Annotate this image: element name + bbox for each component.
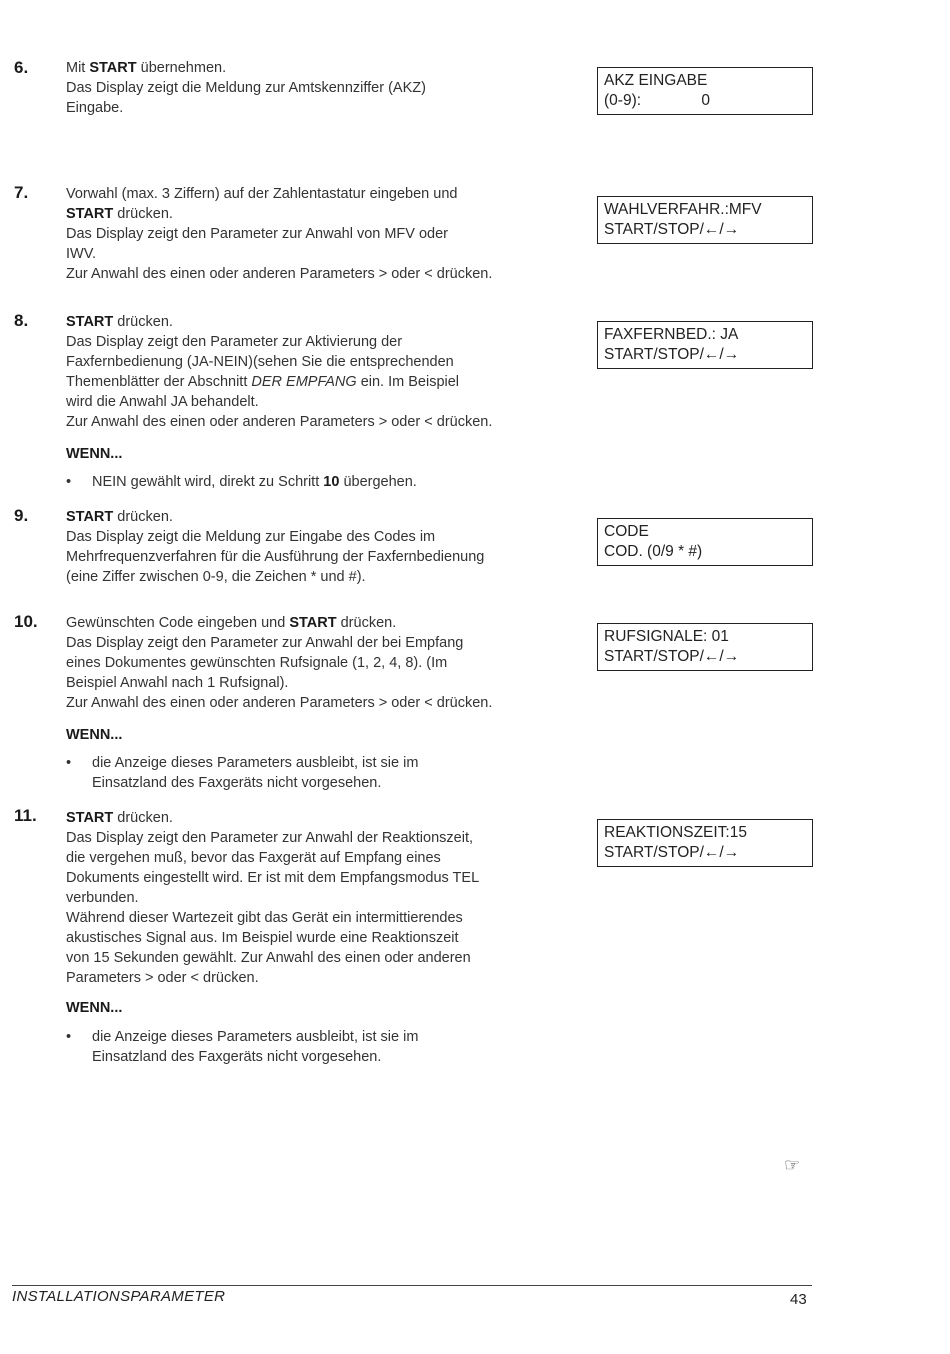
lcd-display-rufsignale [597,623,813,671]
lcd-row-1: AKZ EINGABE [604,72,708,89]
step-9-text [66,507,556,587]
text-line: akustisches Signal aus. Im Beispiel wurde eine Reaktionszeit [66,930,459,946]
text-line: wird die Anwahl JA behandelt. [66,394,259,410]
text: übernehmen. [136,60,227,76]
start-key-label: START [66,810,114,826]
wenn-heading: WENN... [66,1000,123,1016]
text-line: Parameters > oder < drücken. [66,970,259,986]
lcd-row-2: START/STOP/←/→ [604,844,740,861]
section-title: INSTALLATIONSPARAMETER [12,1288,226,1305]
text-line: Das Display zeigt den Parameter zur Anwahl der Reaktionszeit, [66,830,473,846]
text-line: IWV. [66,246,97,262]
text-line: Vorwahl (max. 3 Ziffern) auf der Zahlentastatur eingeben und [66,186,458,202]
text: drücken. [336,615,397,631]
text-line: Das Display zeigt den Parameter zur Anwahl von MFV oder [66,226,449,242]
text: drücken. [113,810,173,826]
bullet-item [66,1027,556,1067]
text-line: Zur Anwahl des einen oder anderen Parameters > oder < drücken. [66,695,493,711]
step-6-text [66,58,556,118]
text-line: die Anzeige dieses Parameters ausbleibt, ist sie im [92,1029,419,1045]
step-10-text [66,613,556,713]
step-number: 9. [14,506,29,525]
lcd-row-1: RUFSIGNALE: 01 [604,628,729,645]
lcd-row-1: WAHLVERFAHR.:MFV [604,201,762,218]
bullet-icon: • [66,474,72,490]
step-number: 11. [14,806,37,825]
step-number: 10. [14,612,38,631]
text-line: die vergehen muß, bevor das Faxgerät auf Empfang eines [66,850,441,866]
text: ein. Im Beispiel [356,374,460,390]
text-line: Das Display zeigt die Meldung zur Eingabe des Codes im [66,529,436,545]
section-reference: DER EMPFANG [251,374,357,390]
text: Mit [66,60,90,76]
text-line: Dokuments eingestellt wird. Er ist mit dem Empfangsmodus TEL [66,870,480,886]
text: übergehen. [339,474,417,490]
lcd-row-2: START/STOP/←/→ [604,346,740,363]
lcd-display-wahlverfahren [597,196,813,244]
lcd-row-2: START/STOP/←/→ [604,221,740,238]
text-line: Das Display zeigt den Parameter zur Aktivierung der [66,334,403,350]
text-line: Einsatzland des Faxgeräts nicht vorgesehen. [92,1049,382,1065]
step-number: 8. [14,311,29,330]
lcd-display-reaktionszeit [597,819,813,867]
text: Gewünschten Code eingeben und [66,615,290,631]
start-key-label: START [66,509,114,525]
footer-divider [12,1285,812,1286]
bullet-icon: • [66,1029,72,1045]
step-reference: 10 [323,474,340,490]
text-line: Faxfernbedienung (JA-NEIN)(sehen Sie die entsprechenden [66,354,454,370]
lcd-display-akz [597,67,813,115]
text-line: Das Display zeigt die Meldung zur Amtskennziffer (AKZ) [66,80,426,96]
step-number: 6. [14,58,29,77]
start-key-label: START [289,615,337,631]
text: drücken. [113,509,173,525]
text-line: Beispiel Anwahl nach 1 Rufsignal). [66,675,289,691]
text-line: Das Display zeigt den Parameter zur Anwahl der bei Empfang [66,635,464,651]
lcd-row-2: START/STOP/←/→ [604,648,740,665]
text: drücken. [113,314,173,330]
start-key-label: START [89,60,137,76]
lcd-row-2: (0-9): 0 [604,92,710,109]
step-11-text [66,808,556,988]
step-8-text [66,312,556,432]
wenn-heading: WENN... [66,727,123,743]
wenn-heading: WENN... [66,446,123,462]
text-line: Zur Anwahl des einen oder anderen Parameters > oder < drücken. [66,414,493,430]
page-number: 43 [790,1291,807,1308]
text-line: Zur Anwahl des einen oder anderen Parameters > oder < drücken. [66,266,493,282]
bullet-item [66,472,556,492]
text-line: (eine Ziffer zwischen 0-9, die Zeichen * und #). [66,569,366,585]
text-line: die Anzeige dieses Parameters ausbleibt, ist sie im [92,755,419,771]
start-key-label: START [66,206,114,222]
lcd-row-1: CODE [604,523,649,540]
lcd-row-1: REAKTIONSZEIT:15 [604,824,747,841]
text: NEIN gewählt wird, direkt zu Schritt [92,474,324,490]
text-line: Eingabe. [66,100,124,116]
bullet-item [66,753,556,793]
text-line: eines Dokumentes gewünschten Rufsignale (1, 2, 4, 8). (Im [66,655,448,671]
lcd-display-code [597,518,813,566]
text-line: Mehrfrequenzverfahren für die Ausführung der Faxfernbedienung [66,549,485,565]
text-line: von 15 Sekunden gewählt. Zur Anwahl des einen oder anderen [66,950,471,966]
step-7-text [66,184,556,284]
step-number: 7. [14,183,29,202]
start-key-label: START [66,314,114,330]
text-line: Während dieser Wartezeit gibt das Gerät ein intermittierendes [66,910,463,926]
lcd-row-1: FAXFERNBED.: JA [604,326,739,343]
text-line: Einsatzland des Faxgeräts nicht vorgesehen. [92,775,382,791]
text-line: verbunden. [66,890,139,906]
text: drücken. [113,206,173,222]
text: Themenblätter der Abschnitt [66,374,252,390]
bullet-icon: • [66,755,72,771]
lcd-display-faxfernbedienung [597,321,813,369]
lcd-row-2: COD. (0/9 * #) [604,543,703,560]
pointing-hand-icon: ☞ [784,1155,801,1175]
